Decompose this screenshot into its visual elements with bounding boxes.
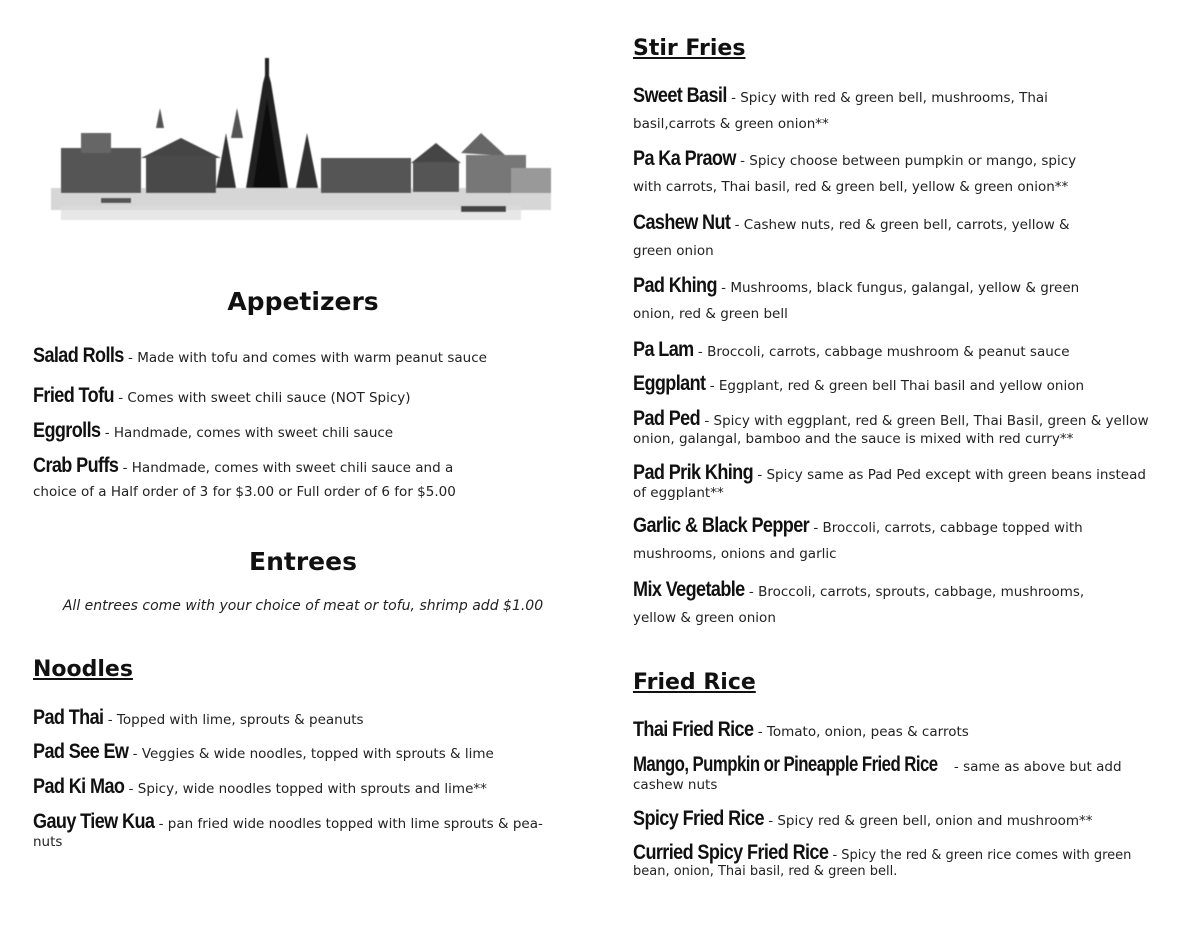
item-description: - same as above but add [949, 759, 1122, 775]
item-description: - Spicy the red & green rice comes with green [828, 848, 1132, 863]
menu-item-mix-vegetable [633, 574, 1084, 626]
item-name: Garlic & Black Pepper [633, 514, 810, 537]
menu-item-eggrolls [33, 415, 393, 449]
item-description-cont: basil,carrots & green onion** [633, 116, 829, 132]
menu-item-gauy-tiew-kua [33, 806, 543, 850]
item-description: - Comes with sweet chili sauce (NOT Spicy) [113, 390, 411, 406]
menu-item-pad-ki-mao [33, 771, 487, 805]
item-description-cont: yellow & green onion [633, 610, 776, 626]
item-name: Pad Khing [633, 274, 717, 297]
item-description: - Tomato, onion, peas & carrots [753, 724, 969, 740]
item-description: - Spicy with red & green bell, mushrooms, Thai [726, 90, 1048, 106]
item-description: - Spicy, wide noodles topped with sprouts and lime** [124, 781, 487, 797]
item-name: Pad Ped [633, 407, 701, 430]
item-description: - Spicy choose between pumpkin or mango, spicy [735, 153, 1077, 169]
fried-rice-heading: Fried Rice [633, 670, 756, 695]
item-description: - Eggplant, red & green bell Thai basil and yellow onion [705, 378, 1085, 394]
appetizers-heading: Appetizers [227, 287, 379, 316]
item-description-cont: with carrots, Thai basil, red & green bell, yellow & green onion** [633, 179, 1069, 195]
item-description: - Broccoli, carrots, sprouts, cabbage, mushrooms, [744, 584, 1085, 600]
item-description: - Handmade, comes with sweet chili sauce and a [118, 460, 454, 476]
menu-item-curried-spicy-fried-rice [633, 837, 1131, 879]
item-description: - Spicy with eggplant, red & green Bell, Thai Basil, green & yellow [700, 413, 1149, 429]
item-description: - Spicy same as Pad Ped except with green beans instead [753, 467, 1146, 483]
item-name: Pa Ka Praow [633, 147, 736, 170]
menu-item-pad-prik-khing [633, 457, 1146, 501]
item-name: Pad Prik Khing [633, 461, 754, 484]
item-description-cont: cashew nuts [633, 777, 718, 793]
item-name: Fried Tofu [33, 384, 114, 407]
item-description: - Cashew nuts, red & green bell, carrots, yellow & [730, 217, 1070, 233]
item-name: Mango, Pumpkin or Pineapple Fried Rice [633, 753, 938, 776]
menu-item-spicy-fried-rice [633, 803, 1093, 837]
entrees-note: All entrees come with your choice of meat or tofu, shrimp add $1.00 [62, 598, 544, 614]
menu-item-pad-khing [633, 270, 1079, 322]
item-name: Crab Puffs [33, 454, 119, 477]
item-name: Pa Lam [633, 338, 694, 361]
item-name: Spicy Fried Rice [633, 807, 764, 830]
item-name: Gauy Tiew Kua [33, 810, 155, 833]
menu-item-pad-see-ew [33, 736, 494, 770]
menu-item-pa-lam [633, 334, 1070, 368]
item-description-cont: mushrooms, onions and garlic [633, 546, 837, 562]
item-description: - Mushrooms, black fungus, galangal, yellow & green [716, 280, 1080, 296]
temple-skyline-illustration [41, 38, 561, 248]
item-description-cont: of eggplant** [633, 485, 724, 501]
item-name: Cashew Nut [633, 211, 731, 234]
item-description-cont: onion, red & green bell [633, 306, 788, 322]
item-description: - Handmade, comes with sweet chili sauce [100, 425, 394, 441]
menu-item-eggplant [633, 368, 1084, 402]
item-description: - Spicy red & green bell, onion and mushroom** [763, 813, 1093, 829]
item-name: Sweet Basil [633, 84, 727, 107]
item-description-cont: green onion [633, 243, 714, 259]
item-name: Curried Spicy Fried Rice [633, 841, 829, 864]
menu-item-pad-thai [33, 702, 364, 736]
menu-item-sweet-basil [633, 80, 1048, 132]
menu-item-garlic-black-pepper [633, 510, 1083, 562]
item-description: - Broccoli, carrots, cabbage topped with [809, 520, 1083, 536]
item-name: Mix Vegetable [633, 578, 745, 601]
menu-item-crab-puffs [33, 450, 456, 500]
item-description: - Veggies & wide noodles, topped with sprouts & lime [128, 746, 494, 762]
item-description-cont: onion, galangal, bamboo and the sauce is mixed with red curry** [633, 431, 1074, 447]
item-description-cont: bean, onion, Thai basil, red & green bell. [633, 864, 898, 879]
menu-item-mango-pumpkin-pineapple-fried-rice [633, 749, 1122, 793]
menu-item-fried-tofu [33, 380, 411, 414]
menu-item-salad-rolls [33, 340, 487, 374]
menu-item-cashew-nut [633, 207, 1070, 259]
menu-item-thai-fried-rice [633, 714, 969, 748]
item-name: Salad Rolls [33, 344, 124, 367]
item-name: Pad Thai [33, 706, 104, 729]
stir-fries-heading: Stir Fries [633, 36, 746, 61]
item-name: Eggrolls [33, 419, 101, 442]
item-description: - Made with tofu and comes with warm peanut sauce [123, 350, 487, 366]
item-name: Pad Ki Mao [33, 775, 125, 798]
item-description: - Topped with lime, sprouts & peanuts [103, 712, 364, 728]
item-description-cont: choice of a Half order of 3 for $3.00 or Full order of 6 for $5.00 [33, 484, 456, 500]
item-name: Thai Fried Rice [633, 718, 754, 741]
noodles-heading: Noodles [33, 657, 133, 682]
item-name: Pad See Ew [33, 740, 129, 763]
menu-item-pad-ped [633, 403, 1149, 447]
menu-item-pa-ka-praow [633, 143, 1076, 195]
item-description: - Broccoli, carrots, cabbage mushroom & peanut sauce [693, 344, 1070, 360]
item-name: Eggplant [633, 372, 706, 395]
entrees-heading: Entrees [249, 547, 357, 576]
item-description-cont: nuts [33, 834, 63, 850]
item-description: - pan fried wide noodles topped with lime sprouts & pea- [154, 816, 543, 832]
